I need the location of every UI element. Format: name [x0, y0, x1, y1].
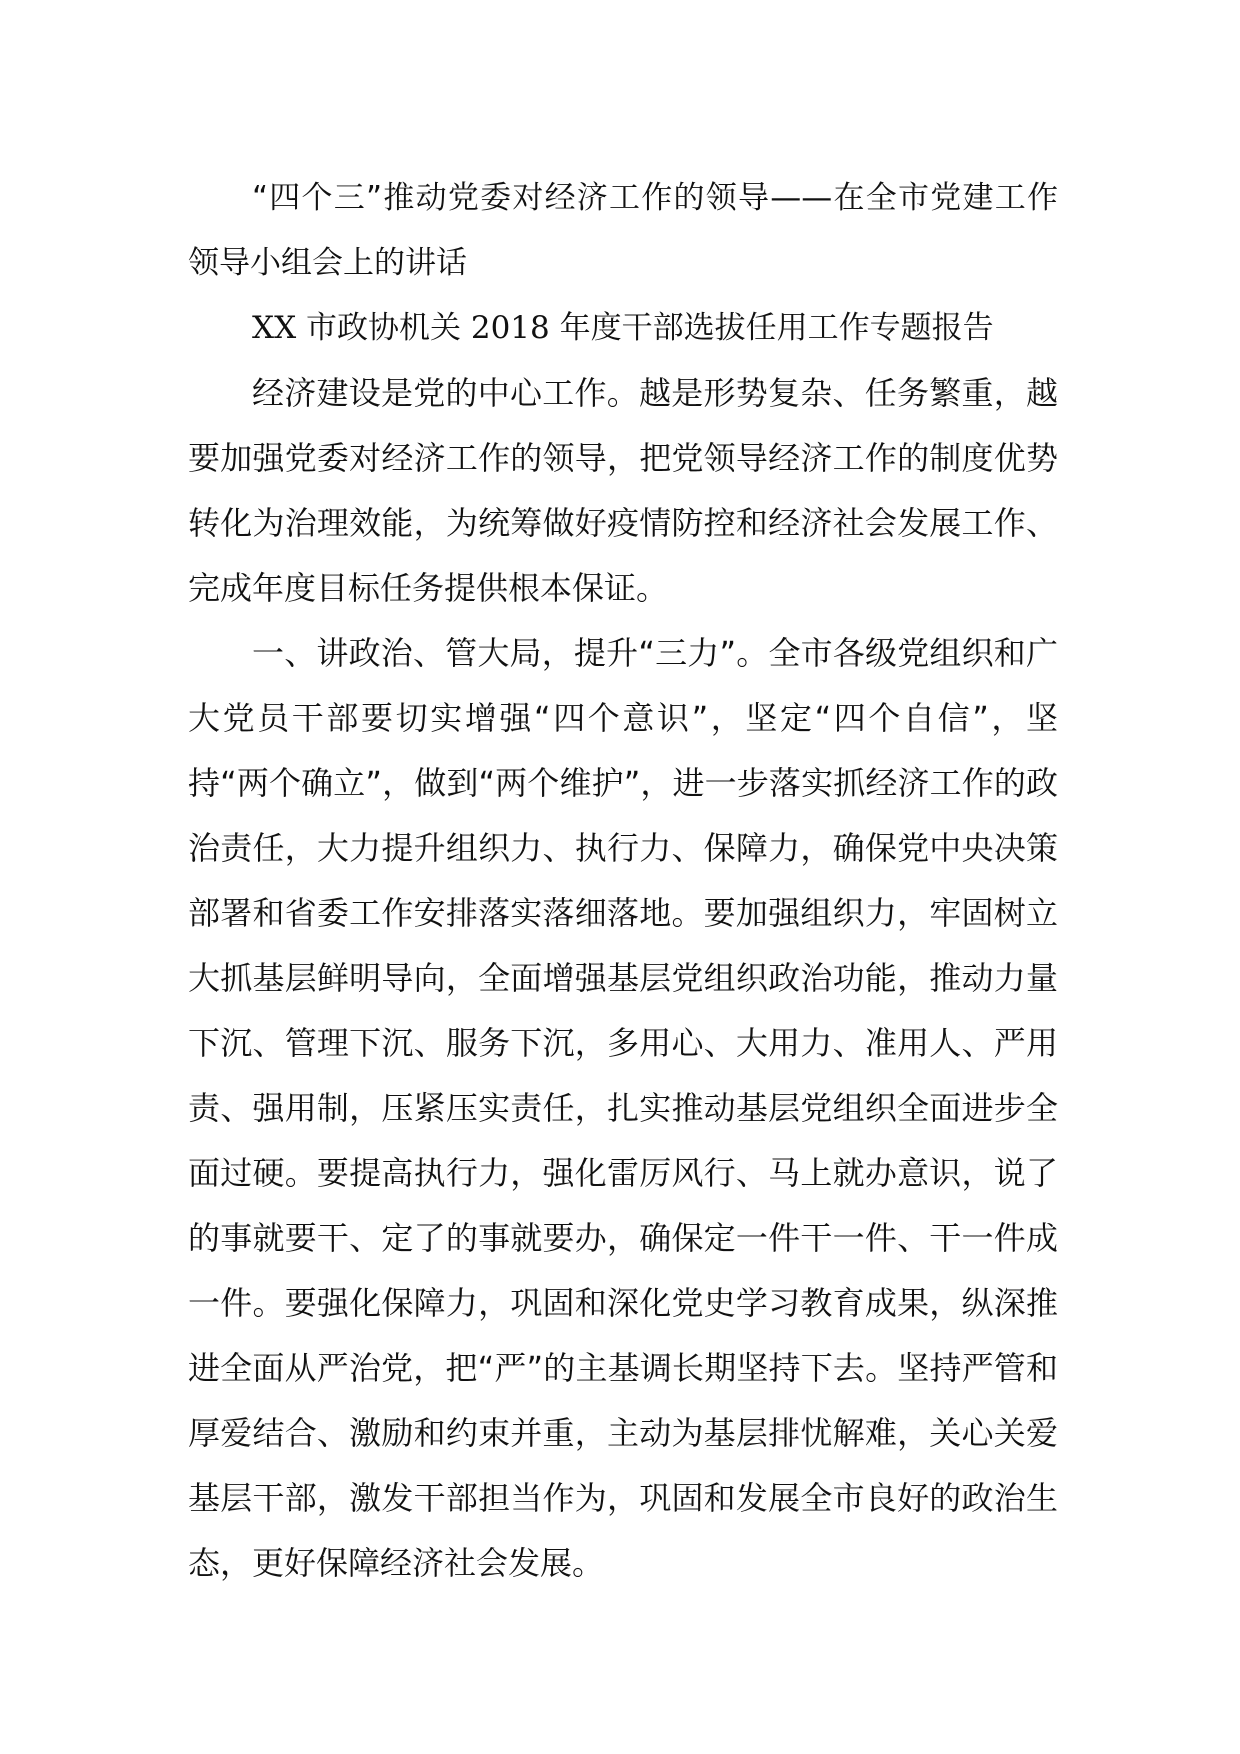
document-body [188, 166, 1058, 1596]
document-title: “四个三”推动党委对经济工作的领导——在全市党建工作领导小组会上的讲话 [188, 180, 1058, 281]
paragraph-intro: 经济建设是党的中心工作。越是形势复杂、任务繁重，越要加强党委对经济工作的领导，把党领导经济工作的制度优势转化为治理效能，为统筹做好疫情防控和经济社会发展工作、完成年度目标任务提供根本保证。 [188, 374, 1058, 607]
paragraph-section-one: 一、讲政治、管大局，提升“三力”。全市各级党组织和广大党员干部要切实增强“四个意识”，坚定“四个自信”，坚持“两个确立”，做到“两个维护”，进一步落实抓经济工作的政治责任，大力提升组织力、执行力、保障力，确保党中央决策部署和省委工作安排落实落细落地。要加强组织力，牢固树立大抓基层鲜明导向，全面增强基层党组织政治功能，推动力量下沉、管理下沉、服务下沉，多用心、大用力、准用人、严用责、强用制，压紧压实责任，扎实推动基层党组织全面进步全面过硬。要提高执行力，强化雷厉风行、马上就办意识，说了的事就要干、定了的事就要办，确保定一件干一件、干一件成一件。要强化保障力，巩固和深化党史学习教育成果，纵深推进全面从严治党，把“严”的主基调长期坚持下去。坚持严管和厚爱结合、激励和约束并重，主动为基层排忧解难，关心关爱基层干部，激发干部担当作为，巩固和发展全市良好的政治生态，更好保障经济社会发展。 [188, 634, 1058, 1582]
document-subtitle: XX 市政协机关 2018 年度干部选拔任用工作专题报告 [252, 310, 994, 346]
